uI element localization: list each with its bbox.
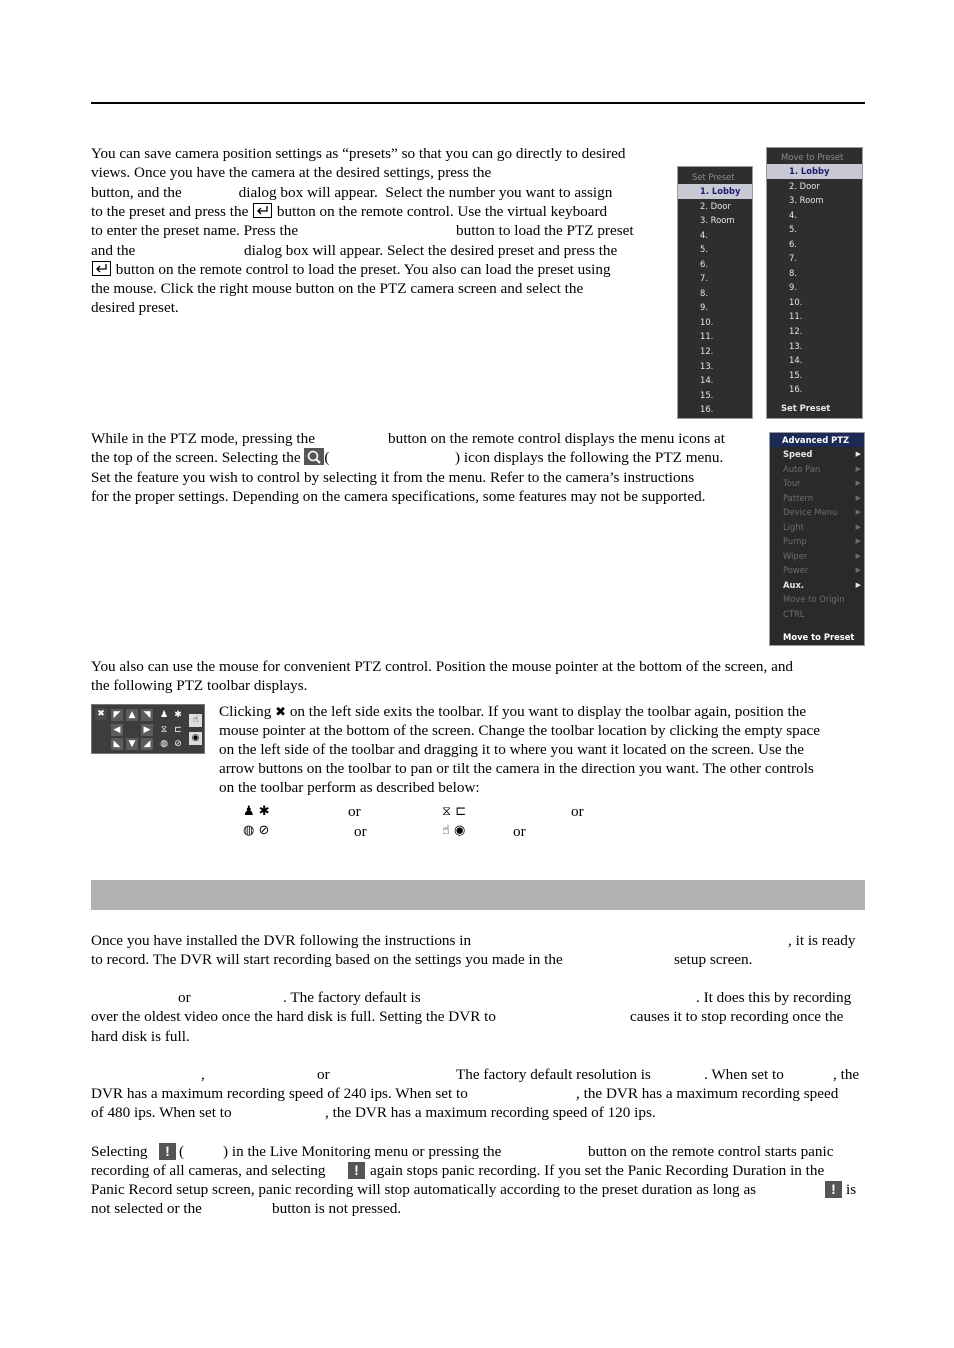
enter-icon [253, 203, 272, 218]
set-preset-item[interactable]: 10. [700, 316, 714, 327]
presets-line-3: button, and the dialog box will appear. Select the number you want to assign [91, 184, 613, 201]
adv-line-1 [91, 429, 726, 448]
set-preset-item[interactable]: 7. [700, 273, 708, 284]
iris-close-icon[interactable]: ⊘ [174, 739, 182, 749]
set-preset-list [678, 184, 752, 417]
panic-icon: ! [348, 1162, 365, 1179]
advanced-ptz-title: Advanced PTZ [770, 433, 864, 447]
res-line-2a: DVR has a maximum recording speed of 240 ips. When set to [91, 1085, 468, 1102]
toolbar-line-1b: on the left side exits the toolbar. If you want to display the toolbar again, position the [289, 703, 807, 720]
set-preset-item[interactable]: 9. [700, 302, 708, 313]
advanced-ptz-item-label: Device Menu [783, 507, 838, 517]
presets-line-7 [91, 260, 611, 279]
adv-line-2 [91, 448, 724, 467]
panic-line-1a: Selecting [91, 1143, 148, 1160]
advanced-ptz-item-label: Move to Origin [783, 594, 845, 604]
chevron-right-icon: ▶ [855, 522, 861, 531]
chevron-right-icon: ▶ [855, 508, 861, 516]
adv-line-2b: ( [324, 449, 330, 466]
eye-icon[interactable]: ◉ [189, 732, 202, 745]
toolbar-line-5: on the toolbar perform as described below: [219, 779, 480, 796]
move-preset-menu [766, 147, 863, 419]
move-preset-item[interactable]: 12. [789, 326, 803, 337]
res-when: . When set to [704, 1066, 784, 1083]
move-preset-item[interactable]: 14. [789, 355, 803, 366]
toolbar-line-1 [219, 702, 806, 722]
adv-line-1b: button on the remote control displays the menu icons at [388, 430, 726, 447]
set-preset-item[interactable]: 6. [700, 258, 708, 269]
chevron-right-icon: ▶ [855, 551, 861, 560]
presets-line-7a: button on the remote control to load the preset. You also can load the preset using [115, 261, 611, 278]
arrow-up-left-icon[interactable]: ◤ [111, 709, 123, 721]
or-4: or [513, 823, 526, 840]
panic-line-2 [91, 1161, 864, 1180]
arrow-up-right-icon[interactable]: ◥ [141, 709, 153, 721]
focus-near-icon[interactable]: ⊏ [174, 725, 182, 735]
advanced-ptz-item-label: Wiper [783, 550, 808, 561]
advanced-ptz-item-label: Power [783, 565, 809, 575]
advanced-ptz-item[interactable] [770, 520, 864, 535]
advanced-ptz-item[interactable] [770, 476, 864, 491]
mouse-line-2: the following PTZ toolbar displays. [91, 677, 308, 694]
advanced-ptz-item-label: Aux. [783, 579, 805, 590]
panic-line-2a: recording of all cameras, and selecting [91, 1162, 326, 1179]
advanced-ptz-item[interactable] [770, 447, 864, 462]
advanced-ptz-item[interactable] [770, 462, 864, 477]
mouse-line-1: You also can use the mouse for convenient PTZ control. Position the mouse pointer at the bottom of the screen, and [91, 658, 794, 675]
panic-line-2b: again stops panic recording. If you set the Panic Recording Duration in the [370, 1162, 825, 1179]
ptz-zoom-icon [304, 448, 324, 465]
move-preset-item[interactable]: 3. Room [789, 195, 824, 206]
zoom-in-icon[interactable]: ♟ [159, 710, 169, 720]
res-line-2b: , the DVR has a maximum recording speed [576, 1085, 839, 1102]
rec-line-2a: to record. The DVR will start recording based on the settings you made in the [91, 951, 563, 968]
adv-line-2a: the top of the screen. Selecting the [91, 449, 301, 466]
res-or: or [317, 1066, 330, 1083]
panic-line-1b: ( [179, 1143, 185, 1160]
panic-line-3 [91, 1180, 864, 1199]
advanced-ptz-item[interactable] [770, 534, 864, 549]
recording-section-bar [91, 880, 865, 910]
move-preset-item[interactable]: 2. Door [789, 180, 820, 191]
presets-line-5a: to enter the preset name. Press the [91, 222, 299, 239]
move-to-preset-item[interactable]: Move to Preset [783, 632, 855, 642]
toolbar-line-3: on the left side of the toolbar and dragging it to where you want it located on the screen. Use the [219, 741, 804, 758]
presets-line-6b: dialog box will appear. Select the desired preset and press the [244, 242, 618, 259]
move-preset-item[interactable]: 5. [789, 224, 797, 235]
panic-line-3b: is [846, 1181, 857, 1198]
presets-line-4b: button on the remote control. Use the virtual keyboard [276, 203, 608, 220]
set-preset-item[interactable]: 1. Lobby [678, 184, 752, 199]
chevron-right-icon: ▶ [855, 450, 861, 458]
advanced-ptz-item-label: Speed [783, 449, 813, 459]
advanced-ptz-item-label: Auto Pan [783, 463, 821, 474]
presets-line-5 [91, 221, 634, 240]
advanced-ptz-item-label: CTRL [783, 608, 805, 619]
move-preset-item[interactable]: 15. [789, 369, 803, 380]
toolbar-line-2: mouse pointer at the bottom of the screen. Change the toolbar location by clicking the empty space [219, 722, 820, 739]
panic-line-4b: button is not pressed. [272, 1200, 402, 1217]
arrow-down-left-icon[interactable]: ◣ [111, 738, 123, 750]
mode-or: or [178, 989, 191, 1006]
chevron-right-icon: ▶ [855, 580, 861, 589]
advanced-ptz-item[interactable] [770, 592, 864, 607]
advanced-ptz-list [770, 447, 864, 621]
move-preset-item[interactable]: 16. [789, 384, 803, 395]
move-preset-item[interactable]: 13. [789, 340, 803, 351]
set-preset-item[interactable]: 14. [700, 375, 714, 386]
advanced-ptz-item[interactable] [770, 607, 864, 622]
set-preset-title: Set Preset [692, 172, 735, 182]
advanced-ptz-item-label: Pump [783, 536, 807, 546]
arrow-left-icon[interactable]: ◀ [111, 724, 123, 736]
arrow-up-icon[interactable]: ▲ [126, 709, 138, 721]
arrow-down-icon[interactable]: ▼ [126, 738, 138, 750]
panic-icon: ! [825, 1181, 842, 1198]
chevron-right-icon: ▶ [855, 566, 861, 574]
presets-line-2: views. Once you have the camera at the desired settings, press the [91, 164, 492, 181]
move-preset-item[interactable]: 1. Lobby [767, 164, 862, 179]
move-preset-item[interactable]: 7. [789, 253, 797, 264]
set-preset-footer[interactable]: Set Preset [781, 403, 831, 413]
panic-line-1c: ) in the Live Monitoring menu or pressing the [223, 1143, 502, 1160]
presets-line-9: desired preset. [91, 299, 179, 316]
set-preset-item[interactable]: 4. [700, 229, 708, 240]
close-icon[interactable]: ✖ [95, 708, 107, 720]
presets-line-5b: button to load the PTZ preset [456, 222, 634, 239]
set-preset-item[interactable]: 5. [700, 244, 708, 255]
move-preset-title: Move to Preset [781, 152, 844, 162]
mode-line-3: hard disk is full. [91, 1028, 190, 1045]
move-preset-item[interactable]: 6. [789, 238, 797, 249]
advanced-ptz-item[interactable] [770, 491, 864, 506]
advanced-ptz-item[interactable] [770, 563, 864, 578]
move-preset-item[interactable]: 4. [789, 209, 797, 220]
mode-desc: . It does this by recording [696, 989, 852, 1006]
advanced-ptz-item[interactable] [770, 578, 864, 593]
advanced-ptz-item[interactable] [770, 505, 864, 520]
advanced-ptz-item-label: Tour [783, 478, 801, 488]
mode-line-1 [91, 988, 864, 1007]
arrow-right-icon[interactable]: ▶ [141, 724, 153, 736]
move-preset-item[interactable]: 11. [789, 311, 803, 322]
panic-line-1d: button on the remote control starts panic [588, 1143, 834, 1160]
focus-icons: ⧖ ⊏ [442, 804, 467, 819]
hand-eye-icons: ☝ ◉ [442, 823, 466, 838]
move-preset-item[interactable]: 10. [789, 296, 803, 307]
or-3: or [354, 823, 367, 840]
rec-line-2 [91, 950, 753, 969]
advanced-ptz-menu [769, 432, 865, 646]
iris-open-icon[interactable]: ◍ [160, 739, 168, 749]
mode-line-2b: causes it to stop recording once the [630, 1008, 844, 1025]
panic-line-1 [91, 1142, 864, 1161]
set-preset-item[interactable]: 11. [700, 331, 714, 342]
rec-line-1b: , it is ready [788, 932, 856, 949]
ptz-toolbar [91, 704, 205, 754]
enter-icon [92, 261, 111, 276]
iris-icons: ◍ ⊘ [243, 823, 270, 838]
presets-line-1: You can save camera position settings as “presets” so that you can go directly to desired [91, 145, 626, 162]
or-1: or [348, 803, 361, 820]
advanced-ptz-item[interactable] [770, 549, 864, 564]
header-rule [91, 102, 865, 104]
adv-line-1a: While in the PTZ mode, pressing the [91, 430, 315, 447]
advanced-ptz-item-label: Light [783, 521, 804, 532]
focus-far-icon[interactable]: ⧖ [160, 725, 168, 735]
set-preset-menu [677, 166, 753, 419]
move-preset-list [767, 164, 862, 397]
presets-line-6 [91, 241, 618, 260]
mode-default: . The factory default is [283, 989, 421, 1006]
close-icon: ✖ [275, 705, 287, 720]
panic-line-4 [91, 1199, 864, 1218]
presets-line-4 [91, 202, 607, 221]
set-preset-item[interactable]: 12. [700, 346, 714, 357]
hand-icon[interactable]: ☝ [189, 714, 202, 727]
panic-line-3a: Panic Record setup screen, panic recording will stop automatically according to the preset duration as long as [91, 1181, 757, 1198]
presets-line-8: the mouse. Click the right mouse button on the PTZ camera screen and select the [91, 280, 584, 297]
panic-line-4a: not selected or the [91, 1200, 202, 1217]
adv-line-4: for the proper settings. Depending on the camera specifications, some features may not be supported. [91, 488, 706, 505]
set-preset-item[interactable]: 3. Room [700, 215, 735, 226]
panic-icon: ! [159, 1143, 176, 1160]
arrow-down-right-icon[interactable]: ◢ [141, 738, 153, 750]
advanced-ptz-item-label: Pattern [783, 492, 814, 503]
chevron-right-icon: ▶ [855, 537, 861, 545]
res-the: , the [833, 1066, 860, 1083]
res-line-2 [91, 1084, 864, 1103]
set-preset-item[interactable]: 16. [700, 404, 714, 415]
chevron-right-icon: ▶ [855, 464, 861, 473]
rec-line-1a: Once you have installed the DVR following the instructions in [91, 932, 472, 949]
adv-line-3: Set the feature you wish to control by selecting it from the menu. Refer to the camera’s instructions [91, 469, 695, 486]
rec-line-2b: setup screen. [674, 951, 753, 968]
move-preset-item[interactable]: 8. [789, 267, 797, 278]
zoom-out-icon[interactable]: ✱ [174, 710, 182, 720]
rec-line-1 [91, 931, 864, 950]
adv-line-2c: ) icon displays the following the PTZ menu. [455, 449, 724, 466]
set-preset-item[interactable]: 2. Door [700, 200, 731, 211]
or-2: or [571, 803, 584, 820]
mode-line-2a: over the oldest video once the hard disk is full. Setting the DVR to [91, 1008, 496, 1025]
chevron-right-icon: ▶ [855, 479, 861, 487]
presets-line-4a: to the preset and press the [91, 203, 249, 220]
move-preset-item[interactable]: 9. [789, 282, 797, 293]
set-preset-item[interactable]: 15. [700, 389, 714, 400]
set-preset-item[interactable]: 8. [700, 287, 708, 298]
res-line-1 [91, 1065, 864, 1084]
set-preset-item[interactable]: 13. [700, 360, 714, 371]
toolbar-line-4: arrow buttons on the toolbar to pan or tilt the camera in the direction you want. The other controls [219, 760, 814, 777]
res-line-3b: , the DVR has a maximum recording speed of 120 ips. [325, 1104, 656, 1121]
res-comma: , [201, 1066, 205, 1083]
toolbar-line-1a: Clicking [219, 703, 272, 720]
mode-line-2 [91, 1007, 864, 1026]
zoom-in-out-icons: ♟ ✱ [243, 804, 270, 819]
res-line-3 [91, 1103, 864, 1122]
res-default: The factory default resolution is [456, 1066, 651, 1083]
chevron-right-icon: ▶ [855, 493, 861, 502]
res-line-3a: of 480 ips. When set to [91, 1104, 232, 1121]
presets-line-6a: and the [91, 242, 136, 259]
